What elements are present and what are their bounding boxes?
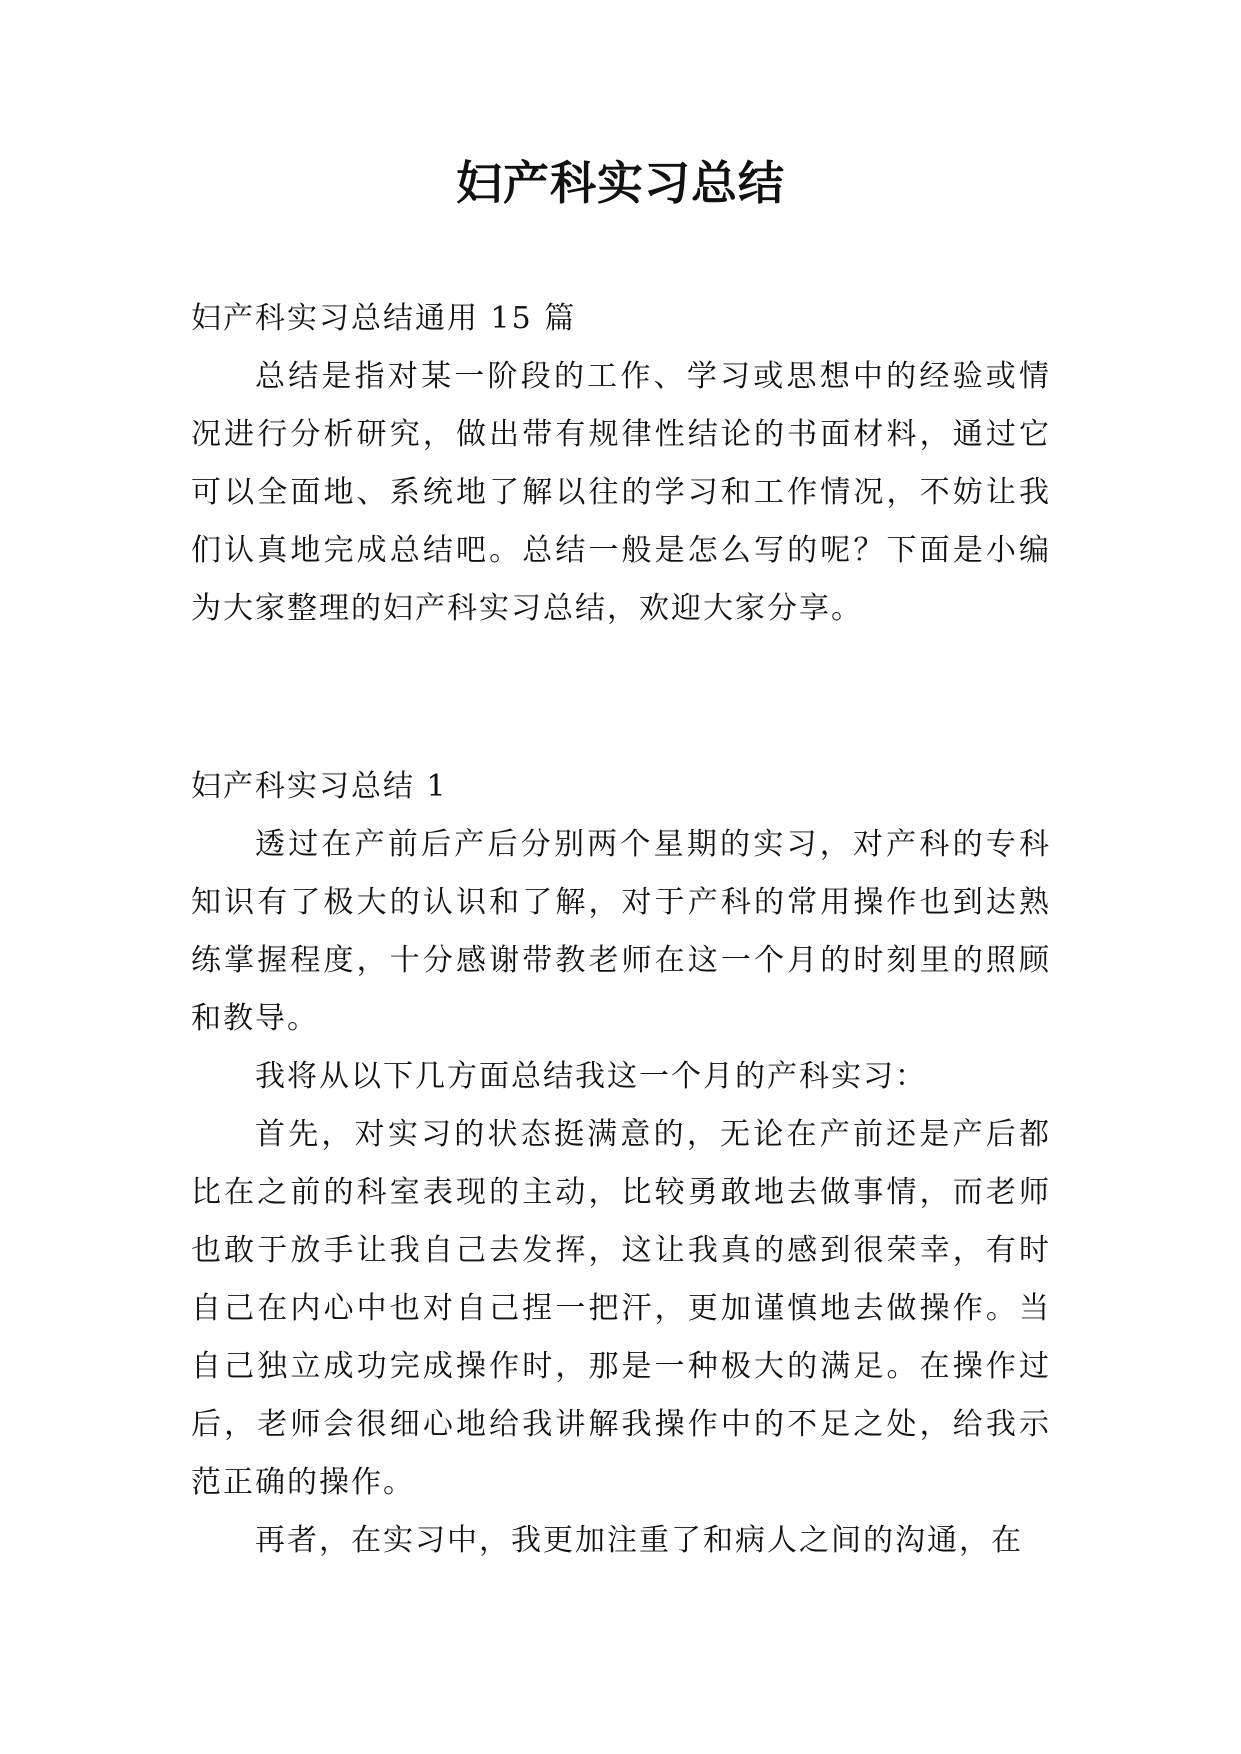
- document-body: [191, 290, 1051, 1570]
- intro-paragraph: 总结是指对某一阶段的工作、学习或思想中的经验或情况进行分析研究，做出带有规律性结论的书面材料，通过它可以全面地、系统地了解以往的学习和工作情况，不妨让我们认真地完成总结吧。总结一般是怎么写的呢？下面是小编为大家整理的妇产科实习总结，欢迎大家分享。: [191, 359, 1051, 626]
- section-heading: 妇产科实习总结 1: [191, 769, 448, 804]
- body-paragraph: 首先，对实习的状态挺满意的，无论在产前还是产后都比在之前的科室表现的主动，比较勇敢地去做事情，而老师也敢于放手让我自己去发挥，这让我真的感到很荣幸，有时自己在内心中也对自己捏一把汗，更加谨慎地去做操作。当自己独立成功完成操作时，那是一种极大的满足。在操作过后，老师会很细心地给我讲解我操作中的不足之处，给我示范正确的操作。: [191, 1117, 1051, 1500]
- document-title: 妇产科实习总结: [456, 156, 785, 210]
- section-spacer: [191, 638, 1051, 758]
- body-paragraph: 再者，在实习中，我更加注重了和病人之间的沟通，在: [255, 1523, 1023, 1558]
- body-paragraph: 透过在产前后产后分别两个星期的实习，对产科的专科知识有了极大的认识和了解，对于产科的常用操作也到达熟练掌握程度，十分感谢带教老师在这一个月的时刻里的照顾和教导。: [191, 827, 1051, 1036]
- subtitle: 妇产科实习总结通用 15 篇: [191, 301, 577, 336]
- body-paragraph: 我将从以下几方面总结我这一个月的产科实习：: [255, 1059, 927, 1094]
